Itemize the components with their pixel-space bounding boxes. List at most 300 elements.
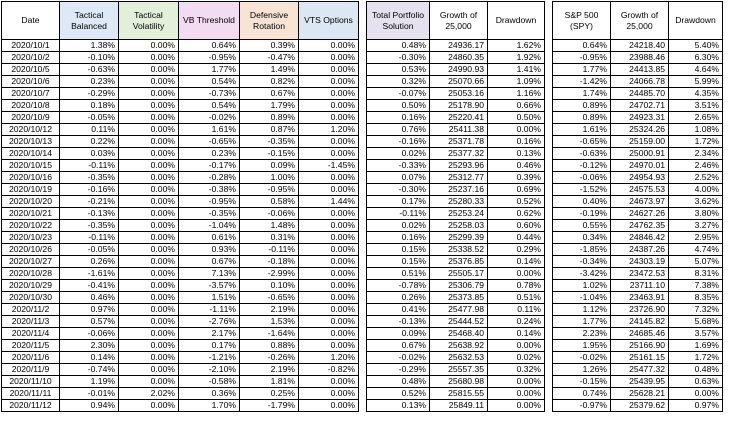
date-cell: 2020/10/15 [2,160,60,172]
growth-spy-cell: 25161.15 [611,352,669,364]
vts-options-cell: 1.44% [299,196,359,208]
column-gap [359,88,367,100]
spy-return-cell: -1.52% [553,184,611,196]
defensive-rotation-cell: 2.19% [240,304,299,316]
vts-options-cell: 0.00% [299,148,359,160]
growth-spy-cell: 24846.42 [611,232,669,244]
tactical-balanced-cell: 0.23% [60,76,119,88]
vb-threshold-cell: -0.95% [179,196,240,208]
defensive-rotation-cell: -0.11% [240,244,299,256]
table-row [2,364,723,376]
tactical-volatility-cell: 0.00% [119,400,179,412]
column-gap [545,64,553,76]
total-portfolio-cell: -0.33% [367,160,430,172]
drawdown-spy-cell: 3.80% [669,208,723,220]
vb-threshold-cell: -1.11% [179,304,240,316]
drawdown-portfolio-cell: 0.16% [488,136,545,148]
drawdown-spy-cell: 2.34% [669,148,723,160]
vb-threshold-cell: 0.64% [179,40,240,52]
drawdown-portfolio-cell: 0.00% [488,376,545,388]
total-portfolio-cell: -0.30% [367,184,430,196]
defensive-rotation-cell: -1.79% [240,400,299,412]
column-gap [545,136,553,148]
defensive-rotation-cell: 0.67% [240,88,299,100]
tactical-volatility-cell: 0.00% [119,148,179,160]
column-gap [359,100,367,112]
growth-spy-cell: 25166.90 [611,340,669,352]
col-header-growth-spy: Growth of 25,000 [611,2,669,40]
tactical-volatility-cell: 0.00% [119,112,179,124]
total-portfolio-cell: 0.17% [367,196,430,208]
column-gap [359,112,367,124]
date-cell: 2020/10/1 [2,40,60,52]
column-gap [545,328,553,340]
growth-portfolio-cell: 25632.53 [430,352,488,364]
growth-spy-cell: 24485.70 [611,88,669,100]
tactical-volatility-cell: 0.00% [119,364,179,376]
vb-threshold-cell: -0.95% [179,52,240,64]
vts-options-cell: 0.00% [299,64,359,76]
drawdown-spy-cell: 5.68% [669,316,723,328]
date-cell: 2020/11/12 [2,400,60,412]
date-cell: 2020/11/2 [2,304,60,316]
tactical-balanced-cell: 0.22% [60,136,119,148]
defensive-rotation-cell: -0.95% [240,184,299,196]
total-portfolio-cell: 0.48% [367,376,430,388]
col-header-vb-threshold: VB Threshold [179,2,240,40]
drawdown-spy-cell: 1.72% [669,136,723,148]
drawdown-portfolio-cell: 0.66% [488,100,545,112]
date-cell: 2020/10/16 [2,172,60,184]
drawdown-portfolio-cell: 0.13% [488,148,545,160]
col-header-drawdown-portfolio: Drawdown [488,2,545,40]
column-gap [359,268,367,280]
date-cell: 2020/10/29 [2,280,60,292]
total-portfolio-cell: 0.15% [367,244,430,256]
column-gap [545,76,553,88]
total-portfolio-cell: 0.16% [367,112,430,124]
tactical-volatility-cell: 0.00% [119,376,179,388]
date-cell: 2020/11/3 [2,316,60,328]
table-row [2,88,723,100]
tactical-volatility-cell: 0.00% [119,340,179,352]
total-portfolio-cell: 0.52% [367,388,430,400]
total-portfolio-cell: -0.13% [367,316,430,328]
drawdown-portfolio-cell: 0.69% [488,184,545,196]
growth-portfolio-cell: 25376.85 [430,256,488,268]
drawdown-spy-cell: 5.40% [669,40,723,52]
spy-return-cell: -0.15% [553,376,611,388]
growth-spy-cell: 23472.53 [611,268,669,280]
growth-portfolio-cell: 25338.52 [430,244,488,256]
growth-portfolio-cell: 25377.32 [430,148,488,160]
column-gap [359,172,367,184]
defensive-rotation-cell: 1.81% [240,376,299,388]
drawdown-portfolio-cell: 0.00% [488,388,545,400]
date-cell: 2020/10/26 [2,244,60,256]
growth-spy-cell: 25628.21 [611,388,669,400]
tactical-volatility-cell: 0.00% [119,292,179,304]
drawdown-portfolio-cell: 0.51% [488,292,545,304]
column-gap [359,352,367,364]
vts-options-cell: 0.00% [299,292,359,304]
table-row [2,352,723,364]
spy-return-cell: -0.06% [553,172,611,184]
tactical-balanced-cell: -0.05% [60,244,119,256]
growth-spy-cell: 25324.26 [611,124,669,136]
total-portfolio-cell: -0.07% [367,88,430,100]
date-cell: 2020/10/19 [2,184,60,196]
growth-portfolio-cell: 25253.24 [430,208,488,220]
spy-return-cell: -0.34% [553,256,611,268]
drawdown-spy-cell: 3.27% [669,220,723,232]
spy-return-cell: 1.77% [553,64,611,76]
tactical-balanced-cell: 0.18% [60,100,119,112]
col-header-tactical-volatility: Tactical Volatility [119,2,179,40]
growth-spy-cell: 25477.32 [611,364,669,376]
column-gap [545,340,553,352]
column-gap [545,280,553,292]
growth-spy-cell: 24954.93 [611,172,669,184]
spy-return-cell: -1.04% [553,292,611,304]
drawdown-spy-cell: 2.95% [669,232,723,244]
growth-portfolio-cell: 25411.38 [430,124,488,136]
vts-options-cell: 0.00% [299,76,359,88]
column-gap [359,40,367,52]
tactical-balanced-cell: 0.26% [60,256,119,268]
vb-threshold-cell: 0.36% [179,388,240,400]
total-portfolio-cell: 0.02% [367,220,430,232]
column-gap [545,100,553,112]
drawdown-portfolio-cell: 0.52% [488,196,545,208]
spy-return-cell: -0.02% [553,352,611,364]
vts-options-cell: 0.00% [299,316,359,328]
growth-spy-cell: 23463.91 [611,292,669,304]
drawdown-spy-cell: 2.65% [669,112,723,124]
drawdown-spy-cell: 2.46% [669,160,723,172]
table-row [2,232,723,244]
column-gap [359,388,367,400]
growth-spy-cell: 24413.85 [611,64,669,76]
date-cell: 2020/11/5 [2,340,60,352]
tactical-volatility-cell: 0.00% [119,136,179,148]
tactical-balanced-cell: -0.16% [60,184,119,196]
column-gap [359,208,367,220]
total-portfolio-cell: -0.02% [367,352,430,364]
tactical-balanced-cell: -0.29% [60,88,119,100]
column-gap [359,304,367,316]
spy-return-cell: 0.64% [553,40,611,52]
date-cell: 2020/10/12 [2,124,60,136]
column-gap [545,148,553,160]
vb-threshold-cell: -3.57% [179,280,240,292]
column-gap [359,196,367,208]
column-gap [545,2,553,40]
tactical-volatility-cell: 0.00% [119,244,179,256]
column-gap [359,244,367,256]
growth-spy-cell: 24387.26 [611,244,669,256]
tactical-volatility-cell: 0.00% [119,100,179,112]
growth-spy-cell: 24575.53 [611,184,669,196]
defensive-rotation-cell: -0.18% [240,256,299,268]
growth-portfolio-cell: 25220.41 [430,112,488,124]
growth-portfolio-cell: 25178.90 [430,100,488,112]
drawdown-spy-cell: 4.64% [669,64,723,76]
column-gap [359,184,367,196]
tactical-balanced-cell: -0.13% [60,208,119,220]
drawdown-portfolio-cell: 0.60% [488,220,545,232]
spy-return-cell: -0.65% [553,136,611,148]
drawdown-spy-cell: 1.69% [669,340,723,352]
vb-threshold-cell: 1.70% [179,400,240,412]
growth-spy-cell: 23988.46 [611,52,669,64]
total-portfolio-cell: 0.13% [367,400,430,412]
tactical-volatility-cell: 0.00% [119,256,179,268]
drawdown-portfolio-cell: 0.11% [488,304,545,316]
defensive-rotation-cell: -0.47% [240,52,299,64]
vts-options-cell: 0.00% [299,208,359,220]
drawdown-spy-cell: 1.72% [669,352,723,364]
table-row [2,208,723,220]
drawdown-spy-cell: 0.48% [669,364,723,376]
tactical-balanced-cell: 0.94% [60,400,119,412]
growth-spy-cell: 24673.97 [611,196,669,208]
defensive-rotation-cell: 0.88% [240,340,299,352]
total-portfolio-cell: -0.16% [367,136,430,148]
total-portfolio-cell: 0.41% [367,304,430,316]
defensive-rotation-cell: 0.89% [240,112,299,124]
tactical-balanced-cell: -0.74% [60,364,119,376]
vts-options-cell: 0.00% [299,340,359,352]
tactical-balanced-cell: 1.38% [60,40,119,52]
drawdown-portfolio-cell: 0.00% [488,340,545,352]
table-row [2,328,723,340]
column-gap [359,160,367,172]
tactical-balanced-cell: 0.14% [60,352,119,364]
spy-return-cell: -0.63% [553,148,611,160]
total-portfolio-cell: -0.78% [367,280,430,292]
vb-threshold-cell: 0.54% [179,76,240,88]
date-cell: 2020/10/21 [2,208,60,220]
total-portfolio-cell: 0.15% [367,256,430,268]
defensive-rotation-cell: -0.35% [240,136,299,148]
vts-options-cell: 0.00% [299,268,359,280]
tactical-balanced-cell: -0.63% [60,64,119,76]
date-cell: 2020/11/9 [2,364,60,376]
vb-threshold-cell: -0.58% [179,376,240,388]
drawdown-portfolio-cell: 0.39% [488,172,545,184]
spy-return-cell: -0.19% [553,208,611,220]
date-cell: 2020/10/13 [2,136,60,148]
drawdown-portfolio-cell: 0.24% [488,316,545,328]
spy-return-cell: 0.89% [553,112,611,124]
column-gap [545,388,553,400]
tactical-balanced-cell: -0.35% [60,172,119,184]
tactical-balanced-cell: 0.97% [60,304,119,316]
drawdown-portfolio-cell: 0.78% [488,280,545,292]
growth-portfolio-cell: 25680.98 [430,376,488,388]
defensive-rotation-cell: 1.53% [240,316,299,328]
column-gap [545,208,553,220]
growth-portfolio-cell: 25468.40 [430,328,488,340]
table-row [2,40,723,52]
growth-portfolio-cell: 24990.93 [430,64,488,76]
drawdown-portfolio-cell: 0.02% [488,352,545,364]
tactical-volatility-cell: 0.00% [119,220,179,232]
tactical-balanced-cell: 1.19% [60,376,119,388]
growth-portfolio-cell: 24936.17 [430,40,488,52]
date-cell: 2020/11/11 [2,388,60,400]
defensive-rotation-cell: 0.87% [240,124,299,136]
drawdown-spy-cell: 0.63% [669,376,723,388]
table-row [2,256,723,268]
column-gap [359,232,367,244]
vts-options-cell: 0.00% [299,184,359,196]
vts-options-cell: 1.20% [299,352,359,364]
column-gap [545,400,553,412]
tactical-volatility-cell: 0.00% [119,316,179,328]
growth-portfolio-cell: 24860.35 [430,52,488,64]
defensive-rotation-cell: 2.19% [240,364,299,376]
tactical-volatility-cell: 0.00% [119,88,179,100]
vb-threshold-cell: -0.73% [179,88,240,100]
tactical-volatility-cell: 0.00% [119,208,179,220]
total-portfolio-cell: 0.76% [367,124,430,136]
growth-portfolio-cell: 25306.79 [430,280,488,292]
tactical-volatility-cell: 2.02% [119,388,179,400]
table-row [2,280,723,292]
table-row [2,268,723,280]
total-portfolio-cell: 0.26% [367,292,430,304]
vb-threshold-cell: -0.35% [179,208,240,220]
column-gap [545,232,553,244]
column-gap [359,256,367,268]
growth-portfolio-cell: 25557.35 [430,364,488,376]
growth-spy-cell: 24762.35 [611,220,669,232]
drawdown-spy-cell: 8.31% [669,268,723,280]
defensive-rotation-cell: 1.79% [240,100,299,112]
column-gap [545,184,553,196]
growth-portfolio-cell: 25477.98 [430,304,488,316]
tactical-balanced-cell: 0.03% [60,148,119,160]
defensive-rotation-cell: 1.00% [240,172,299,184]
drawdown-portfolio-cell: 0.29% [488,244,545,256]
defensive-rotation-cell: -0.26% [240,352,299,364]
drawdown-portfolio-cell: 0.14% [488,328,545,340]
date-cell: 2020/10/28 [2,268,60,280]
growth-portfolio-cell: 25258.03 [430,220,488,232]
growth-spy-cell: 24145.82 [611,316,669,328]
table-row [2,184,723,196]
growth-spy-cell: 24702.71 [611,100,669,112]
vts-options-cell: -0.82% [299,364,359,376]
growth-portfolio-cell: 25280.33 [430,196,488,208]
spy-return-cell: 1.61% [553,124,611,136]
column-gap [545,124,553,136]
tactical-balanced-cell: -0.01% [60,388,119,400]
drawdown-portfolio-cell: 1.41% [488,64,545,76]
total-portfolio-cell: 0.48% [367,40,430,52]
vts-options-cell: 0.00% [299,100,359,112]
vb-threshold-cell: 7.13% [179,268,240,280]
tactical-balanced-cell: 0.57% [60,316,119,328]
spy-return-cell: 1.77% [553,316,611,328]
growth-portfolio-cell: 25053.16 [430,88,488,100]
table-row [2,220,723,232]
header-row [2,2,723,40]
tactical-volatility-cell: 0.00% [119,184,179,196]
vts-options-cell: 0.00% [299,40,359,52]
date-cell: 2020/10/9 [2,112,60,124]
date-cell: 2020/11/6 [2,352,60,364]
tactical-volatility-cell: 0.00% [119,160,179,172]
spy-return-cell: 1.12% [553,304,611,316]
table-row [2,340,723,352]
column-gap [545,292,553,304]
drawdown-portfolio-cell: 0.46% [488,160,545,172]
date-cell: 2020/10/27 [2,256,60,268]
tactical-volatility-cell: 0.00% [119,280,179,292]
vts-options-cell: 0.00% [299,220,359,232]
defensive-rotation-cell: 0.82% [240,76,299,88]
column-gap [545,376,553,388]
vb-threshold-cell: 0.67% [179,256,240,268]
growth-portfolio-cell: 25505.17 [430,268,488,280]
column-gap [545,160,553,172]
table-row [2,148,723,160]
column-gap [359,328,367,340]
date-cell: 2020/10/23 [2,232,60,244]
tactical-balanced-cell: -0.11% [60,232,119,244]
drawdown-portfolio-cell: 0.14% [488,256,545,268]
spy-return-cell: -3.42% [553,268,611,280]
spy-return-cell: 0.74% [553,388,611,400]
total-portfolio-cell: 0.09% [367,328,430,340]
spy-return-cell: 2.23% [553,328,611,340]
table-row [2,100,723,112]
tactical-balanced-cell: 0.46% [60,292,119,304]
vts-options-cell: 0.00% [299,244,359,256]
vb-threshold-cell: -1.21% [179,352,240,364]
drawdown-spy-cell: 4.74% [669,244,723,256]
vts-options-cell: 0.00% [299,400,359,412]
column-gap [545,172,553,184]
drawdown-portfolio-cell: 1.16% [488,88,545,100]
defensive-rotation-cell: -0.06% [240,208,299,220]
vb-threshold-cell: 0.61% [179,232,240,244]
col-header-total-portfolio: Total Portfolio Solution [367,2,430,40]
total-portfolio-cell: 0.51% [367,268,430,280]
tactical-balanced-cell: -1.61% [60,268,119,280]
table-row [2,52,723,64]
table-row [2,388,723,400]
tactical-volatility-cell: 0.00% [119,304,179,316]
table-row [2,64,723,76]
column-gap [359,220,367,232]
table-row [2,76,723,88]
column-gap [545,112,553,124]
column-gap [359,280,367,292]
column-gap [545,196,553,208]
column-gap [359,376,367,388]
spy-return-cell: 0.89% [553,100,611,112]
column-gap [359,76,367,88]
vts-options-cell: 0.00% [299,172,359,184]
drawdown-spy-cell: 1.08% [669,124,723,136]
vb-threshold-cell: 1.61% [179,124,240,136]
spy-return-cell: 1.95% [553,340,611,352]
growth-spy-cell: 24627.26 [611,208,669,220]
